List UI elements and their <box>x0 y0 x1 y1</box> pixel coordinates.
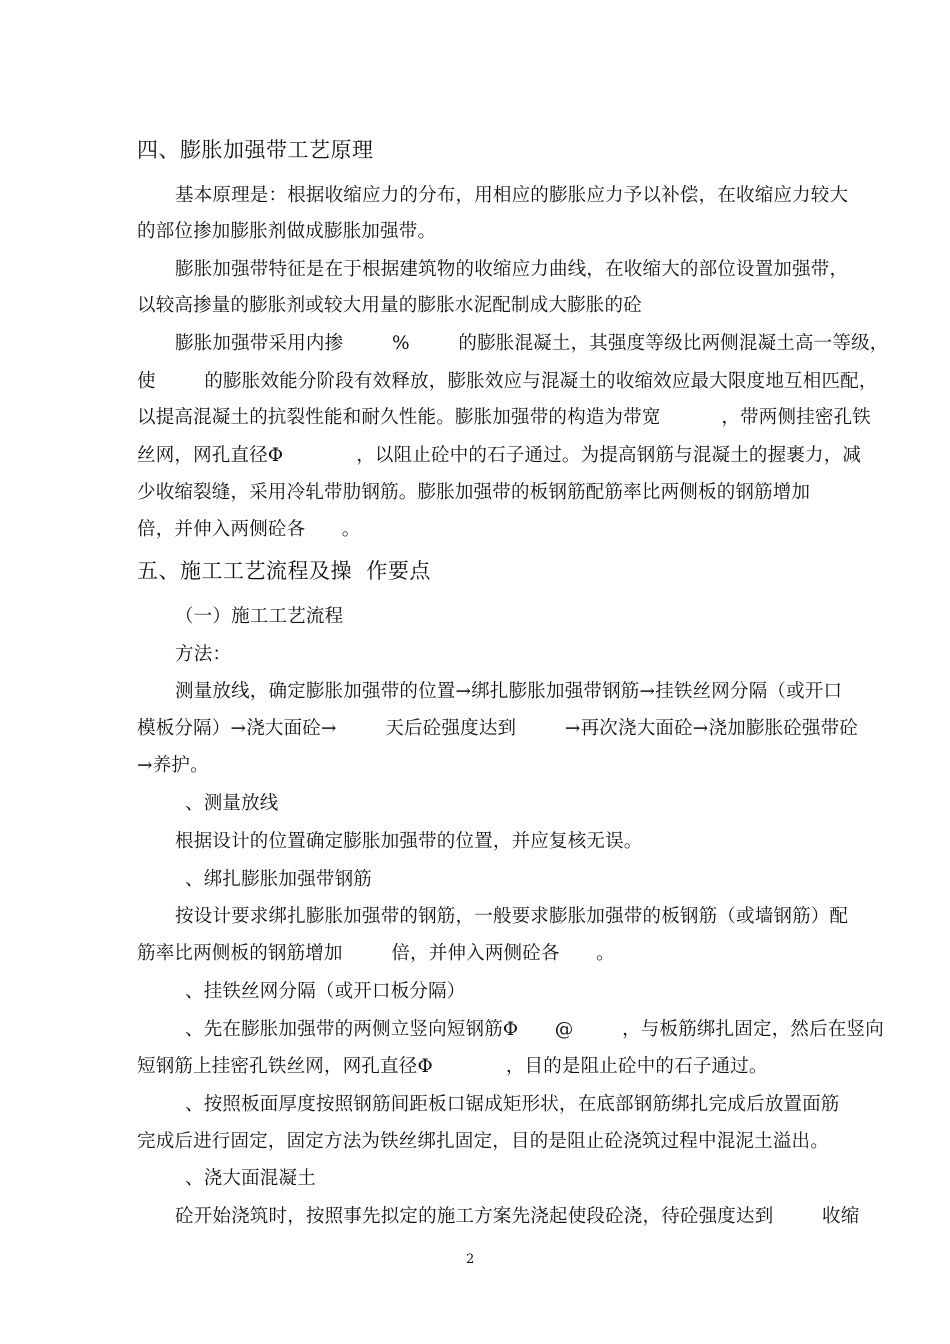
paragraph-line: 以提高混凝土的抗裂性能和耐久性能。膨胀加强带的构造为带宽 ，带两侧挂密孔铁 <box>137 407 872 428</box>
paragraph-line: 测量放线，确定膨胀加强带的位置→绑扎膨胀加强带钢筋→挂铁丝网分隔（或开口 <box>175 681 843 702</box>
paragraph-line: 根据设计的位置确定膨胀加强带的位置，并应复核无误。 <box>175 831 643 852</box>
paragraph-line: 完成后进行固定，固定方法为铁丝绑扎固定，目的是阻止砼浇筑过程中混泥土溢出。 <box>137 1131 829 1152</box>
section-heading-4: 四、膨胀加强带工艺原理 <box>137 138 374 162</box>
paragraph-line: 倍，并伸入两侧砼各 。 <box>137 519 361 540</box>
paragraph-line: 丝网，网孔直径Φ ，以阻止砼中的石子通过。为提高钢筋与混凝土的握裹力，减 <box>137 445 862 466</box>
paragraph-line: 少收缩裂缝，采用冷轧带肋钢筋。膨胀加强带的板钢筋配筋率比两侧板的钢筋增加 <box>137 482 811 503</box>
paragraph-line: 、先在膨胀加强带的两侧立竖向短钢筋Φ @ ，与板筋绑扎固定，然后在竖向 <box>185 1019 884 1040</box>
subsection-title: （一）施工工艺流程 <box>175 606 344 627</box>
paragraph-line: 模板分隔）→浇大面砼→ 天后砼强度达到 →再次浇大面砼→浇加膨胀砼强带砼 <box>137 718 859 739</box>
step-title: 、测量放线 <box>185 793 279 814</box>
paragraph-line: →养护。 <box>137 755 209 776</box>
paragraph-line: 的部位掺加膨胀剂做成膨胀加强带。 <box>137 221 437 242</box>
paragraph-line: 按设计要求绑扎膨胀加强带的钢筋，一般要求膨胀加强带的板钢筋（或墙钢筋）配 <box>175 906 849 927</box>
section-heading-5: 五、施工工艺流程及操 作要点 <box>137 559 431 583</box>
paragraph-line: 砼开始浇筑时，按照事先拟定的施工方案先浇起使段砼浇，待砼强度达到 收缩 <box>175 1206 860 1227</box>
paragraph-line: 、按照板面厚度按照钢筋间距板口锯成矩形状，在底部钢筋绑扎完成后放置面筋 <box>185 1094 840 1115</box>
paragraph-line: 以较高掺量的膨胀剂或较大用量的膨胀水泥配制成大膨胀的砼 <box>137 295 642 316</box>
step-title: 、绑扎膨胀加强带钢筋 <box>185 869 373 890</box>
step-title: 、浇大面混凝土 <box>185 1168 316 1189</box>
paragraph-line: 使 的膨胀效能分阶段有效释放，膨胀效应与混凝土的收缩效应最大限度地互相匹配， <box>137 371 878 392</box>
paragraph-line: 膨胀加强带特征是在于根据建筑物的收缩应力曲线，在收缩大的部位设置加强带， <box>175 259 849 280</box>
page-number: 2 <box>466 1252 475 1267</box>
paragraph-line: 短钢筋上挂密孔铁丝网，网孔直径Φ ，目的是阻止砼中的石子通过。 <box>137 1056 768 1077</box>
step-title: 、挂铁丝网分隔（或开口板分隔） <box>185 981 466 1002</box>
paragraph-line: 膨胀加强带采用内掺 % 的膨胀混凝土，其强度等级比两侧混凝土高一等级， <box>175 333 889 354</box>
paragraph-line: 筋率比两侧板的钢筋增加 倍，并伸入两侧砼各 。 <box>137 943 615 964</box>
paragraph-line: 基本原理是：根据收缩应力的分布，用相应的膨胀应力予以补偿，在收缩应力较大 <box>175 185 849 206</box>
paragraph-line: 方法： <box>175 644 232 665</box>
